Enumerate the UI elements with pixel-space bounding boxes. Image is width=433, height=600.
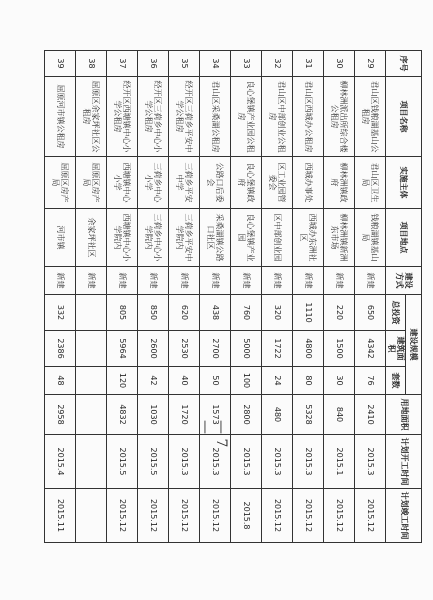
cell-owner: 西塘镇中心小学 [107,157,138,209]
cell-finish: 2015.12 [138,489,169,543]
rotated-table-frame [51,50,422,542]
cell-finish: 2015.12 [169,489,200,543]
cell-name: 良心堡镇产业园公租房 [231,77,262,157]
cell-seq: 36 [138,51,169,77]
cell-total-investment: 805 [107,295,138,331]
cell-finish: 2015.11 [45,489,76,543]
cell-total-investment: 220 [324,295,355,331]
cell-start: 2015.3 [169,435,200,489]
cell-owner: 公路口后委会 [200,157,231,209]
cell-finish: 2015.12 [200,489,231,543]
cell-finish: 2015.12 [355,489,386,543]
cell-units: 50 [200,367,231,395]
cell-name: 屈原区余家坪社区公租房 [76,77,107,157]
cell-units: 76 [355,367,386,395]
cell-land-area: 480 [262,395,293,435]
cell-mode: 新建 [76,267,107,295]
cell-total-investment: 620 [169,295,200,331]
table-header [386,51,422,543]
cell-total-investment [76,295,107,331]
cell-seq: 39 [45,51,76,77]
cell-mode: 新建 [200,267,231,295]
header-owner: 实施主体 [386,157,422,209]
header-finish: 计划竣工时间 [386,489,422,543]
cell-floor-area: 2386 [45,331,76,367]
cell-seq: 35 [169,51,200,77]
cell-total-investment: 332 [45,295,76,331]
header-seq: 序号 [386,51,422,77]
cell-owner: 三荷乡平安中学 [169,157,200,209]
cell-units: 100 [231,367,262,395]
cell-land-area: 1720 [169,395,200,435]
table-row [169,51,200,543]
cell-floor-area: 5964 [107,331,138,367]
cell-floor-area: 4342 [355,331,386,367]
table-row [107,51,138,543]
cell-land-area: 4832 [107,395,138,435]
cell-location: 钱粮湖镇基山局 [355,209,386,267]
cell-units [76,367,107,395]
cell-seq: 30 [324,51,355,77]
cell-location: 余家坪社区 [76,209,107,267]
cell-name: 屈原河市镇公租房 [45,77,76,157]
cell-floor-area: 2600 [138,331,169,367]
cell-units: 24 [262,367,293,395]
cell-start: 2015.5 [107,435,138,489]
cell-owner: 三荷乡中心小学 [138,157,169,209]
cell-mode: 新建 [355,267,386,295]
cell-owner: 君山区卫生局 [355,157,386,209]
cell-seq: 32 [262,51,293,77]
cell-location: 良心堡镇产业园 [231,209,262,267]
cell-mode: 新建 [107,267,138,295]
cell-name: 经开区三荷乡平安中学公租房 [169,77,200,157]
table-row [231,51,262,543]
table-row [324,51,355,543]
cell-floor-area: 1722 [262,331,293,367]
cell-start [76,435,107,489]
cell-owner: 良心堡镇政府 [231,157,262,209]
cell-start: 2015.1 [324,435,355,489]
cell-total-investment: 760 [231,295,262,331]
header-land-area: 用地面积 [386,395,422,435]
cell-owner: 屈原区房产局 [76,157,107,209]
cell-start: 2015.3 [231,435,262,489]
cell-owner: 屈原区房产局 [45,157,76,209]
cell-mode: 新建 [231,267,262,295]
cell-land-area: 5328 [293,395,324,435]
cell-name: 君山区中部创业公租房 [262,77,293,157]
cell-floor-area: 4800 [293,331,324,367]
cell-seq: 37 [107,51,138,77]
cell-name: 经开区西塘镇中心小学公租房 [107,77,138,157]
cell-total-investment: 438 [200,295,231,331]
cell-units: 30 [324,367,355,395]
cell-floor-area: 5000 [231,331,262,367]
header-total-investment: 总投资 [386,295,406,331]
cell-units: 40 [169,367,200,395]
cell-total-investment: 850 [138,295,169,331]
cell-owner: 柳林洲镇政府 [324,157,355,209]
cell-start: 2015.3 [262,435,293,489]
cell-location: 西塘镇中心小学院内 [107,209,138,267]
header-name: 项目名称 [386,77,422,157]
cell-units: 48 [45,367,76,395]
cell-location: 三荷乡平安中学院内 [169,209,200,267]
header-units: 套数 [386,367,406,395]
cell-seq: 31 [293,51,324,77]
cell-land-area: 1030 [138,395,169,435]
cell-seq: 38 [76,51,107,77]
cell-land-area: 1573 [200,395,231,435]
cell-units: 42 [138,367,169,395]
cell-location: 柳林洲镇新洲东市场 [324,209,355,267]
cell-mode: 新建 [262,267,293,295]
cell-mode: 新建 [324,267,355,295]
table-row [45,51,76,543]
cell-start: 2015.5 [138,435,169,489]
cell-mode: 新建 [45,267,76,295]
cell-floor-area: 2700 [200,331,231,367]
cell-owner: 西城办事处 [293,157,324,209]
header-floor-area: 建筑面积 [386,331,406,367]
header-mode: 建设方式 [386,267,422,295]
table-row [138,51,169,543]
cell-location: 采桑湖镇公路口社区 [200,209,231,267]
cell-total-investment: 320 [262,295,293,331]
cell-name: 柳林洲派出所综合楼公租房 [324,77,355,157]
table-row [262,51,293,543]
cell-seq: 29 [355,51,386,77]
cell-units: 120 [107,367,138,395]
cell-seq: 33 [231,51,262,77]
header-location: 项目地点 [386,209,422,267]
cell-land-area: 2410 [355,395,386,435]
cell-name: 君山区西城办公租房 [293,77,324,157]
cell-land-area: 840 [324,395,355,435]
cell-land-area: 2958 [45,395,76,435]
cell-floor-area: 2530 [169,331,200,367]
cell-seq: 34 [200,51,231,77]
cell-owner: 区工业园管委会 [262,157,293,209]
table-row [76,51,107,543]
cell-mode: 新建 [138,267,169,295]
cell-location: 河市镇 [45,209,76,267]
table-row [200,51,231,543]
cell-name: 君山区钱粮湖基山公租房 [355,77,386,157]
cell-name: 君山区采桑湖公租房 [200,77,231,157]
cell-start: 2015.4 [45,435,76,489]
cell-land-area [76,395,107,435]
table-row [293,51,324,543]
cell-floor-area [76,331,107,367]
page-number: — 7 — [197,420,229,448]
cell-start: 2015.3 [355,435,386,489]
cell-finish: 2015.8 [231,489,262,543]
cell-total-investment: 650 [355,295,386,331]
cell-finish: 2015.12 [324,489,355,543]
cell-floor-area: 1500 [324,331,355,367]
cell-total-investment: 1110 [293,295,324,331]
cell-finish: 2015.12 [293,489,324,543]
cell-start: 2015.3 [200,435,231,489]
cell-units: 80 [293,367,324,395]
cell-location: 三荷乡中心小学院内 [138,209,169,267]
cell-finish: 2015.12 [262,489,293,543]
project-table [44,50,422,543]
cell-finish [76,489,107,543]
cell-start: 2015.3 [293,435,324,489]
table-body [45,51,386,543]
table-row [355,51,386,543]
header-start: 计划开工时间 [386,435,422,489]
cell-mode: 新建 [169,267,200,295]
cell-land-area: 2800 [231,395,262,435]
cell-finish: 2015.12 [107,489,138,543]
cell-location: 区中部创业园 [262,209,293,267]
cell-location: 西城办东洲社区 [293,209,324,267]
cell-name: 经开区三荷乡中心小学公租房 [138,77,169,157]
cell-mode: 新建 [293,267,324,295]
header-scale-group: 建设规模 [406,295,422,395]
